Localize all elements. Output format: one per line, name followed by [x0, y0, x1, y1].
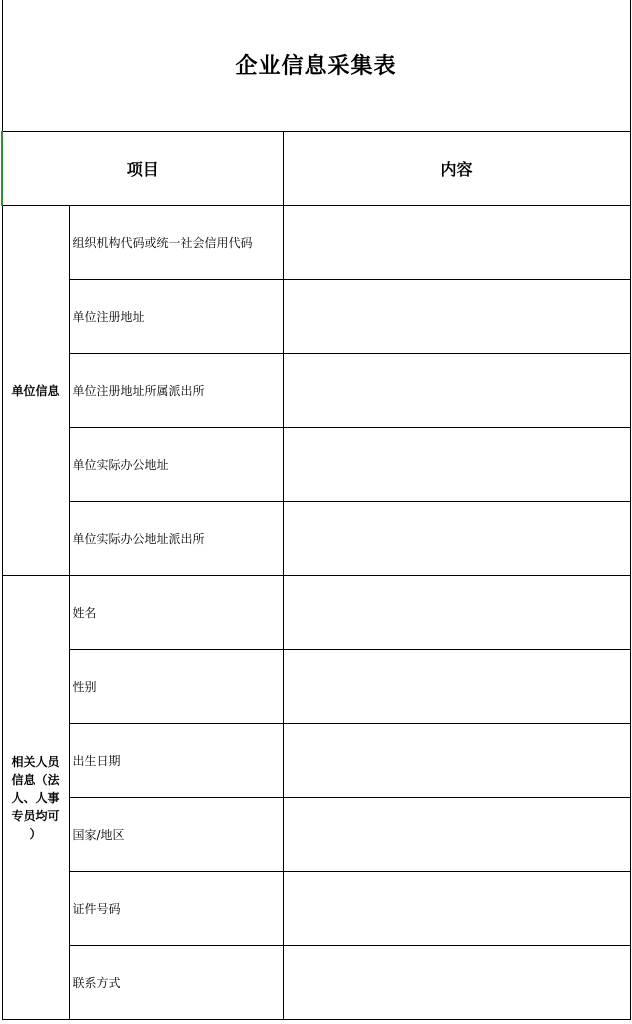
value-cell-country-region[interactable]	[283, 798, 630, 872]
group-label-line: ）	[29, 826, 42, 841]
table-row	[2, 872, 630, 946]
table-row	[2, 798, 630, 872]
header-row	[2, 132, 630, 206]
table-row	[2, 206, 630, 280]
table-row	[2, 280, 630, 354]
column-header-content[interactable]: 内容	[283, 132, 630, 206]
value-cell-id-number[interactable]	[283, 872, 630, 946]
row-label: 出生日期	[69, 724, 283, 798]
column-header-item[interactable]: 项目	[2, 132, 283, 206]
value-cell-office-address[interactable]	[283, 428, 630, 502]
value-cell-gender[interactable]	[283, 650, 630, 724]
value-cell-registered-police-station[interactable]	[283, 354, 630, 428]
table-row	[2, 724, 630, 798]
value-cell-office-police-station[interactable]	[283, 502, 630, 576]
table-row	[2, 946, 630, 1020]
group-label-line: 信息（法	[11, 772, 60, 787]
group-label-line: 人、人事	[11, 790, 60, 805]
value-cell-name[interactable]	[283, 576, 630, 650]
value-cell-contact[interactable]	[283, 946, 630, 1020]
value-cell-org-code[interactable]	[283, 206, 630, 280]
value-cell-birth-date[interactable]	[283, 724, 630, 798]
row-label: 单位注册地址	[69, 280, 283, 354]
table-row	[2, 354, 630, 428]
form-title: 企业信息采集表	[2, 0, 630, 132]
group-label-line: 专员均可	[11, 808, 60, 823]
info-collection-table	[1, 0, 631, 1020]
row-label: 姓名	[69, 576, 283, 650]
row-label: 组织机构代码或统一社会信用代码	[69, 206, 283, 280]
row-label: 性别	[69, 650, 283, 724]
row-label: 证件号码	[69, 872, 283, 946]
row-label: 国家/地区	[69, 798, 283, 872]
group-label-related-persons	[2, 576, 69, 1020]
row-label: 单位注册地址所属派出所	[69, 354, 283, 428]
row-label: 单位实际办公地址派出所	[69, 502, 283, 576]
group-label-company-info: 单位信息	[2, 206, 69, 576]
table-row	[2, 650, 630, 724]
table-row	[2, 502, 630, 576]
table-row	[2, 576, 630, 650]
value-cell-registered-address[interactable]	[283, 280, 630, 354]
row-label: 单位实际办公地址	[69, 428, 283, 502]
group-label-line: 相关人员	[11, 754, 60, 769]
title-row	[2, 0, 630, 132]
row-label: 联系方式	[69, 946, 283, 1020]
table-row	[2, 428, 630, 502]
